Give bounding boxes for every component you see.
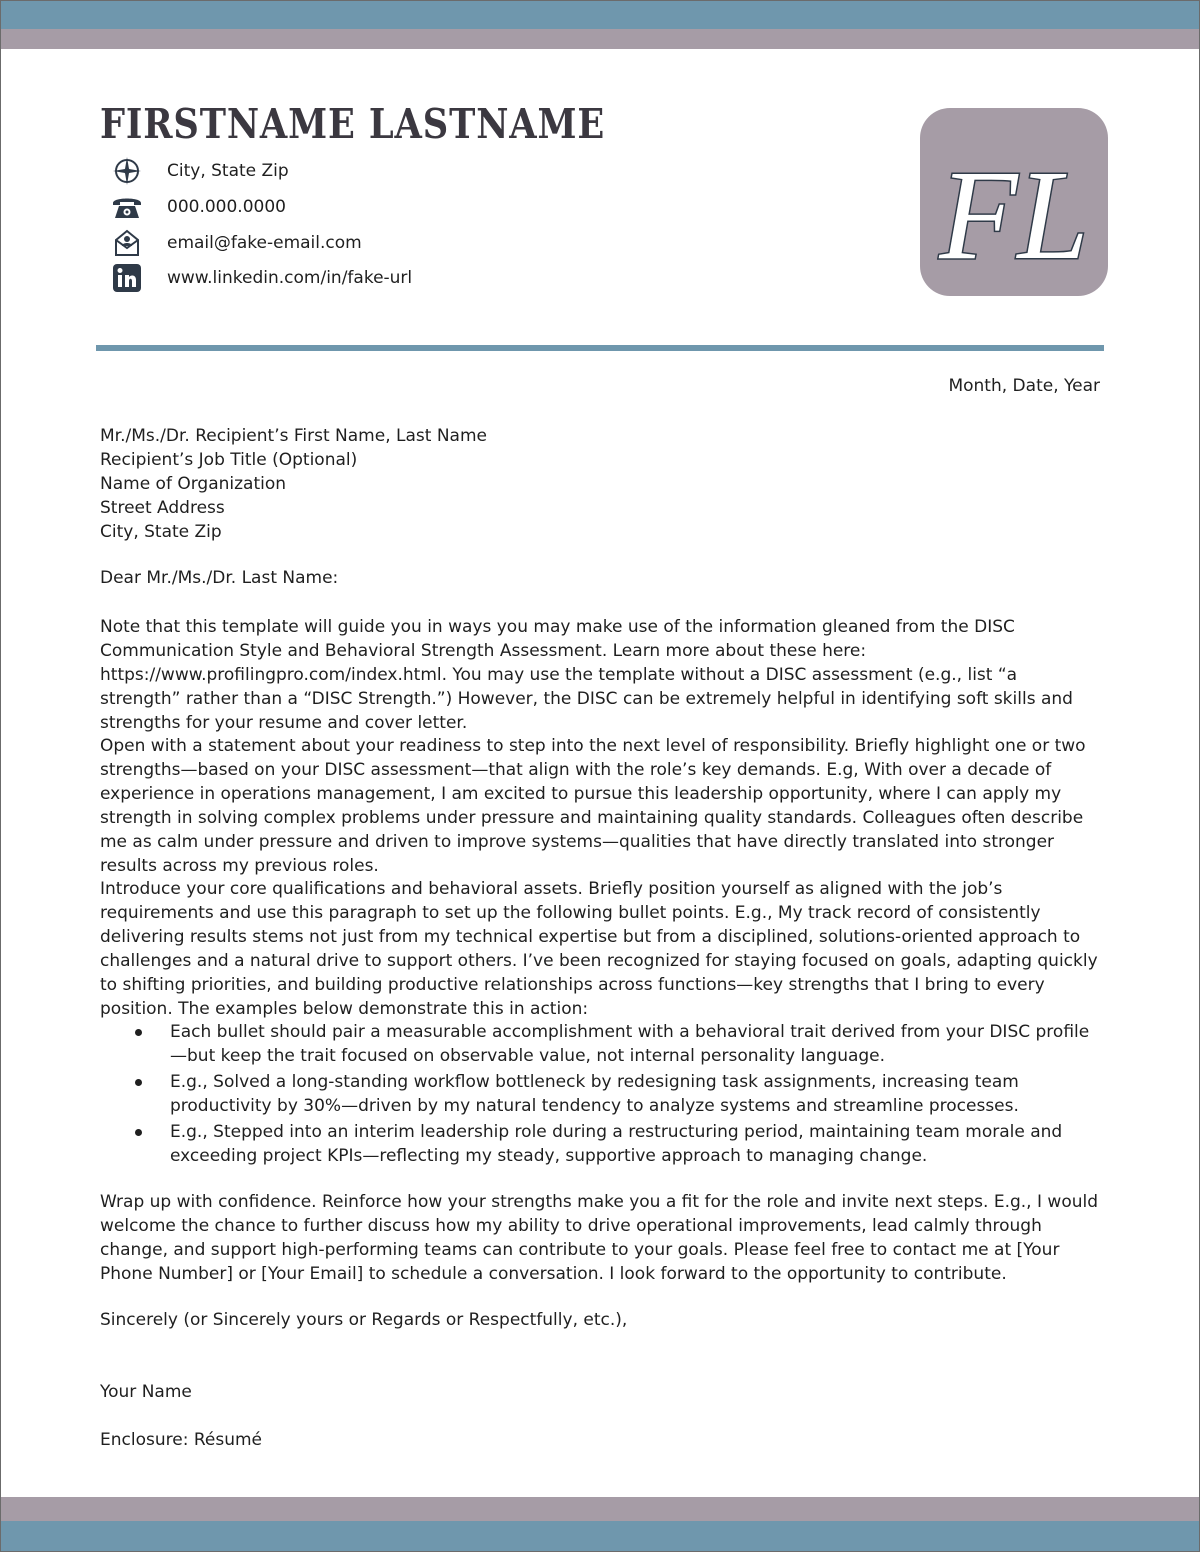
paragraph-intro-note: Note that this template will guide you in ways you may make use of the information gleaned from the DISC Communication Style and Behavioral Strength Assessment. Learn more about these here: https://www.profilingpro.com/index.html. You may use the template without a DISC assessment (e.g., list “a strength” rather than a “DISC Strength.”) However, the DISC can be extremely helpful in identifying soft skills and strengths for your resume and cover letter. — [100, 617, 1073, 733]
recipient-name: Mr./Ms./Dr. Recipient’s First Name, Last Name — [100, 426, 487, 446]
monogram-badge — [920, 108, 1108, 296]
contact-linkedin-text: www.linkedin.com/in/fake-url — [167, 268, 413, 288]
linkedin-icon — [110, 263, 144, 293]
recipient-address — [100, 424, 487, 544]
enclosure-note: Enclosure: Résumé — [100, 1430, 262, 1450]
list-item: Each bullet should pair a measurable accomplishment with a behavioral trait derived from your DISC profile—but keep the trait focused on observable value, not internal personality language. — [100, 1020, 1100, 1068]
signature-name: Your Name — [100, 1382, 192, 1402]
paragraph-opening: Open with a statement about your readiness to step into the next level of responsibility. Briefly highlight one or two strengths—based on your DISC assessment—that align with the role’s key demands. E.g, With over a decade of experience in operations management, I am excited to pursue this leadership opportunity, where I can apply my strength in solving complex problems under pressure and maintaining quality standards. Colleagues often describe me as calm under pressure and driven to improve systems—qualities that have directly translated into stronger results across my previous roles. — [100, 736, 1086, 876]
recipient-organization: Name of Organization — [100, 474, 287, 494]
bullet-icon — [135, 1029, 142, 1036]
contact-email-text: email@fake-email.com — [167, 233, 362, 253]
top-band-mauve — [1, 29, 1199, 49]
recipient-street: Street Address — [100, 498, 225, 518]
email-icon — [110, 228, 144, 258]
top-band-blue — [1, 1, 1199, 29]
contact-location-text: City, State Zip — [167, 161, 289, 181]
contact-email — [110, 228, 362, 258]
recipient-title: Recipient’s Job Title (Optional) — [100, 450, 358, 470]
recipient-city: City, State Zip — [100, 522, 222, 542]
paragraph-qualifications: Introduce your core qualifications and behavioral assets. Briefly position yourself as aligned with the job’s requirements and use this paragraph to set up the following bullet points. E.g., My track record of consistently delivering results stems not just from my technical expertise but from a disciplined, solutions-oriented approach to challenges and a natural drive to support others. I’ve been recognized for staying focused on goals, adapting quickly to shifting priorities, and building productive relationships across functions—key strengths that I bring to every position. The examples below demonstrate this in action: — [100, 879, 1098, 1019]
contact-linkedin — [110, 263, 413, 293]
monogram-initials: FL — [939, 144, 1089, 286]
contact-phone-text: 000.000.0000 — [167, 197, 286, 217]
paragraph-closing: Wrap up with confidence. Reinforce how your strengths make you a fit for the role and invite next steps. E.g., I would welcome the chance to further discuss how my ability to drive operational improvements, lead calmly through change, and support high-performing teams can contribute to your goals. Please feel free to contact me at [Your Phone Number] or [Your Email] to schedule a conversation. I look forward to the opportunity to contribute. — [100, 1192, 1099, 1284]
accomplishment-list — [100, 1020, 1100, 1170]
letter-date: Month, Date, Year — [948, 376, 1100, 396]
list-item: E.g., Stepped into an interim leadership role during a restructuring period, maintaining team morale and exceeding project KPIs—reflecting my steady, supportive approach to managing change. — [100, 1120, 1100, 1168]
contact-phone — [110, 192, 286, 222]
bottom-band-blue — [1, 1521, 1199, 1551]
bullet-icon — [135, 1079, 142, 1086]
contact-location — [110, 156, 289, 186]
salutation: Dear Mr./Ms./Dr. Last Name: — [100, 568, 339, 588]
header-divider — [96, 345, 1104, 351]
phone-icon — [110, 192, 144, 222]
bullet-icon — [135, 1129, 142, 1136]
compass-icon — [110, 156, 144, 186]
applicant-name: FIRSTNAME LASTNAME — [100, 100, 606, 148]
bottom-band-mauve — [1, 1497, 1199, 1521]
list-item: E.g., Solved a long-standing workflow bottleneck by redesigning task assignments, increasing team productivity by 30%—driven by my natural tendency to analyze systems and streamline processes. — [100, 1070, 1100, 1118]
complimentary-close: Sincerely (or Sincerely yours or Regards or Respectfully, etc.), — [100, 1310, 628, 1330]
